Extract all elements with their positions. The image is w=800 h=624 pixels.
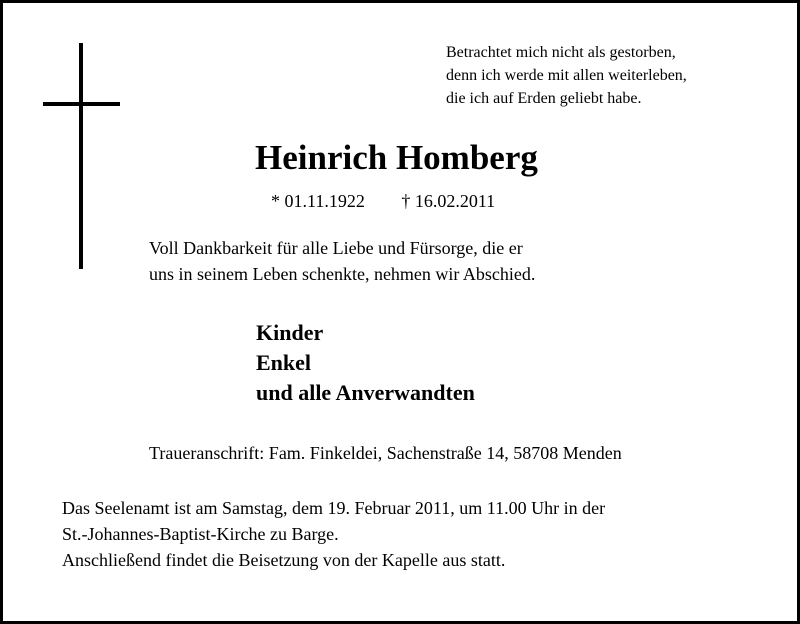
thanks-text xyxy=(149,235,535,287)
mourner-entry: und alle Anverwandten xyxy=(256,380,475,405)
motto-line: denn ich werde mit allen weiterleben, xyxy=(446,67,687,84)
service-info xyxy=(62,495,605,573)
death-date: † 16.02.2011 xyxy=(401,191,496,211)
thanks-line: uns in seinem Leben schenkte, nehmen wir Abschied. xyxy=(149,264,536,284)
cross-vertical-bar xyxy=(79,43,83,269)
birth-date: * 01.11.1922 xyxy=(271,191,365,211)
mourners-list xyxy=(256,318,475,408)
motto-line: die ich auf Erden geliebt habe. xyxy=(446,90,642,107)
mourning-address: Traueranschrift: Fam. Finkeldei, Sachenstraße 14, 58708 Menden xyxy=(149,443,622,463)
service-line: Das Seelenamt ist am Samstag, dem 19. Februar 2011, um 11.00 Uhr in der xyxy=(62,498,606,518)
deceased-name: Heinrich Homberg xyxy=(255,138,538,177)
mourner-entry: Enkel xyxy=(256,350,312,375)
service-line: St.-Johannes-Baptist-Kirche zu Barge. xyxy=(62,524,339,544)
motto-line: Betrachtet mich nicht als gestorben, xyxy=(446,44,676,61)
cross-horizontal-bar xyxy=(43,102,120,106)
mourner-entry: Kinder xyxy=(256,320,324,345)
thanks-line: Voll Dankbarkeit für alle Liebe und Fürsorge, die er xyxy=(149,238,523,258)
life-dates xyxy=(271,189,495,213)
motto-verse xyxy=(446,41,687,110)
service-line: Anschließend findet die Beisetzung von der Kapelle aus statt. xyxy=(62,550,506,570)
